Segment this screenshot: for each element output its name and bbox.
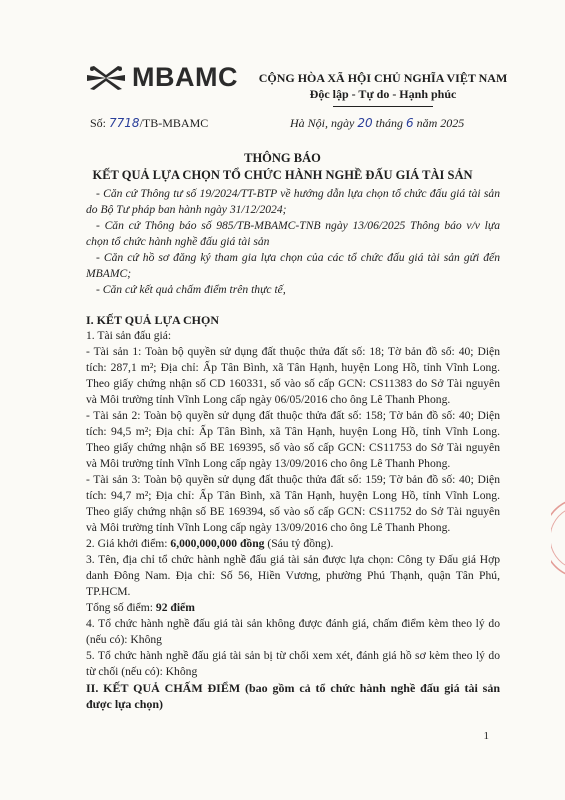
- national-header: [252, 70, 514, 107]
- asset-item: - Tài sản 3: Toàn bộ quyền sử dụng đất thuộc thửa đất số: 159; Tờ bản đồ số: 40; Diện tích: 94,7 m²; Địa chỉ: Ấp Tân Bình, xã Tân Hạnh, huyện Long Hồ, tỉnh Vĩnh Long. Theo giấy chứng nhận số BE 169394, số vào số cấp GCN: CS11752 do Sở Tài nguyên và Môi trường tỉnh Vĩnh Long cấp ngày 13/09/2016 cho ông Lê Thanh Phong.: [86, 473, 500, 534]
- mbamc-logo-icon: [86, 64, 126, 92]
- date-mid: tháng: [372, 116, 406, 130]
- page-number: 1: [483, 730, 489, 742]
- date-suffix: năm 2025: [413, 116, 465, 130]
- unevaluated-organizations: 4. Tổ chức hành nghề đấu giá tài sản không được đánh giá, chấm điểm kèm theo lý do (nếu có): Không: [86, 617, 500, 646]
- notice-title: THÔNG BÁO: [244, 151, 321, 165]
- docno-handwritten: 7718: [109, 116, 140, 130]
- legal-basis: [86, 186, 500, 298]
- place-date: [290, 116, 464, 131]
- logo-text: MBAMC: [132, 62, 238, 92]
- starting-price-value: 6,000,000,000 đồng: [170, 537, 265, 550]
- company-logo: [86, 62, 238, 93]
- total-score-label: Tổng số điểm:: [86, 601, 156, 614]
- header-divider: [333, 106, 433, 107]
- basis-item: - Căn cứ kết quả chấm điểm trên thực tế,: [96, 283, 286, 296]
- basis-item: - Căn cứ Thông tư số 19/2024/TT-BTP về hướng dẫn lựa chọn tổ chức đấu giá tài sản do Bộ Tư pháp ban hành ngày 31/12/2024;: [86, 187, 500, 216]
- total-score: [86, 600, 500, 616]
- docno-suffix: /TB-MBAMC: [139, 116, 209, 130]
- nation-motto: Độc lập - Tự do - Hạnh phúc: [309, 87, 457, 101]
- basis-item: - Căn cứ Thông báo số 985/TB-MBAMC-TNB ngày 13/06/2025 Thông báo v/v lựa chọn tổ chức hành nghề đấu giá tài sản: [86, 219, 500, 248]
- basis-item: - Căn cứ hồ sơ đăng ký tham gia lựa chọn của các tổ chức đấu giá tài sản gửi đến MBAMC;: [86, 251, 500, 280]
- stamp-fragment-icon: [551, 498, 565, 578]
- item1-label: 1. Tài sản đấu giá:: [86, 329, 172, 342]
- asset-item: - Tài sản 1: Toàn bộ quyền sử dụng đất thuộc thửa đất số: 18; Tờ bản đồ số: 40; Diện tích: 287,1 m²; Địa chỉ: Ấp Tân Bình, xã Tân Hạnh, huyện Long Hồ, tỉnh Vĩnh Long. Theo giấy chứng nhận số CD 160331, số vào số cấp GCN: CS11383 do Sở Tài nguyên và Môi trường tỉnh Vĩnh Long cấp ngày 06/05/2016 cho ông Lê Thanh Phong.: [86, 345, 500, 406]
- starting-price: [86, 536, 500, 552]
- section1-heading: I. KẾT QUẢ LỰA CHỌN: [86, 313, 220, 327]
- date-prefix: Hà Nội, ngày: [290, 116, 358, 130]
- section2-heading: II. KẾT QUẢ CHẤM ĐIỂM (bao gồm cả tổ chức hành nghề đấu giá tài sản được lựa chọn): [86, 681, 500, 711]
- docno-prefix: Số:: [90, 116, 110, 130]
- rejected-organizations: 5. Tổ chức hành nghề đấu giá tài sản bị từ chối xem xét, đánh giá hồ sơ kèm theo lý do từ chối (nếu có): Không: [86, 649, 500, 678]
- asset-item: - Tài sản 2: Toàn bộ quyền sử dụng đất thuộc thửa đất số: 158; Tờ bản đồ số: 40; Diện tích: 94,5 m²; Địa chỉ: Ấp Tân Bình, xã Tân Hạnh, huyện Long Hồ, tỉnh Vĩnh Long. Theo giấy chứng nhận số BE 169395, số vào số cấp GCN: CS11753 do Sở Tài nguyên và Môi trường tỉnh Vĩnh Long cấp ngày 13/09/2016 cho ông Lê Thanh Phong.: [86, 409, 500, 470]
- starting-price-words: (Sáu tỷ đồng).: [264, 537, 334, 550]
- date-day: 20: [357, 116, 373, 130]
- starting-price-label: 2. Giá khởi điểm:: [86, 537, 171, 550]
- selected-organization: 3. Tên, địa chỉ tổ chức hành nghề đấu giá tài sản được lựa chọn: Công ty Đấu giá Hợp danh Đông Nam. Địa chỉ: Số 56, Hiền Vương, phường Phú Thạnh, quận Tân Phú, TP.HCM.: [86, 553, 500, 598]
- document-number: [90, 116, 208, 131]
- total-score-value: 92 điểm: [155, 601, 195, 614]
- date-month: 6: [405, 116, 414, 130]
- nation-title: CỘNG HÒA XÃ HỘI CHỦ NGHĨA VIỆT NAM: [258, 71, 508, 85]
- document-body: [86, 312, 500, 712]
- notice-subtitle: KẾT QUẢ LỰA CHỌN TỔ CHỨC HÀNH NGHỀ ĐẤU GIÁ TÀI SẢN: [92, 168, 473, 182]
